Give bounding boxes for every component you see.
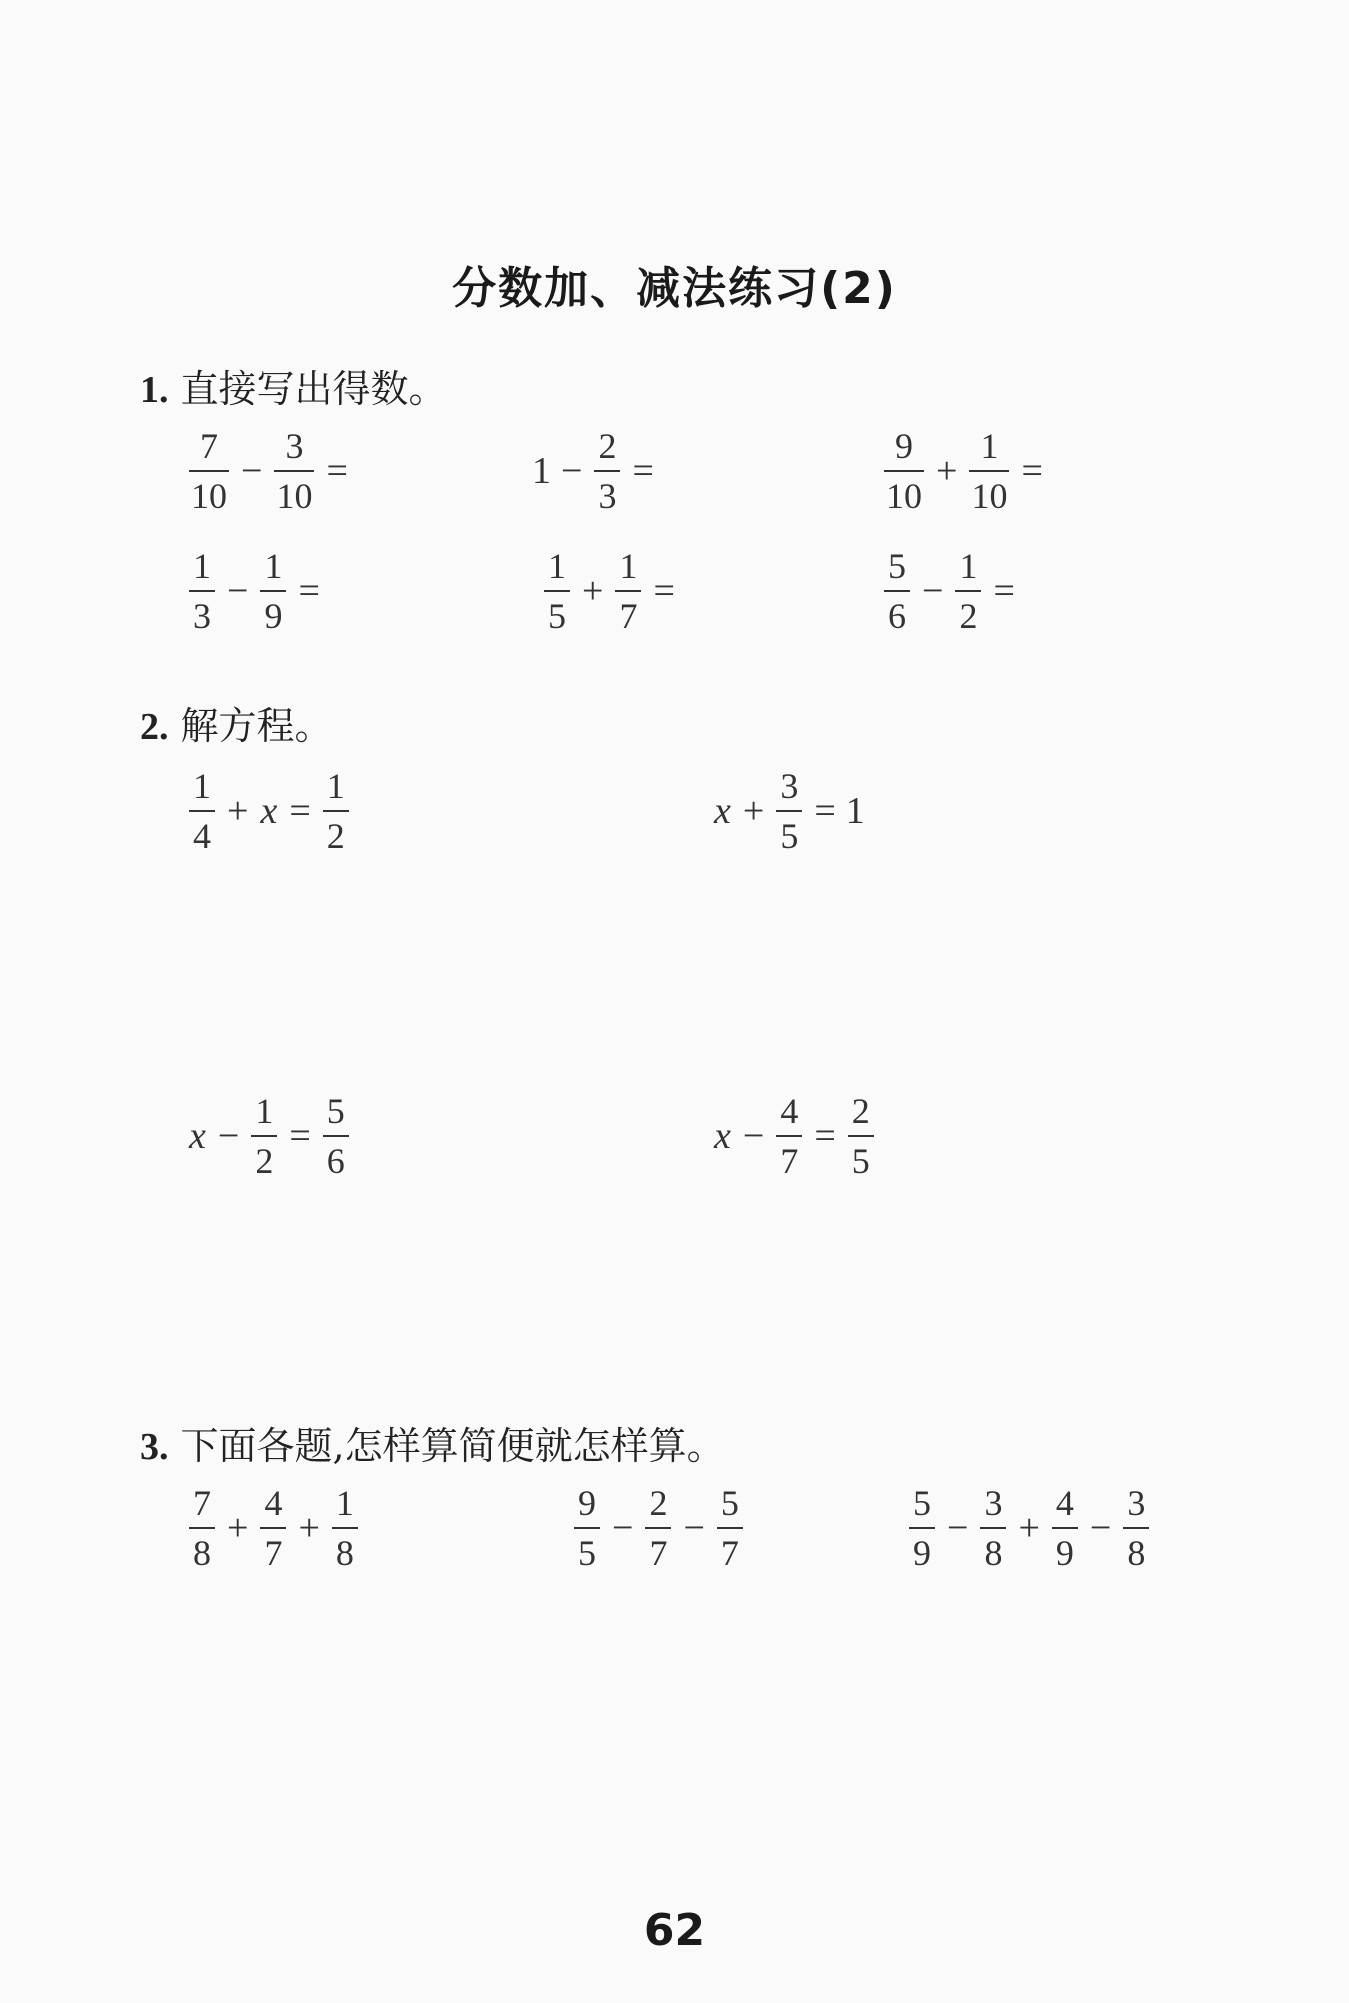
- fraction-bar: [260, 1527, 286, 1529]
- operator: +: [582, 570, 604, 612]
- fraction: [909, 1485, 935, 1571]
- numerator: 7: [200, 426, 218, 466]
- denominator: 7: [619, 596, 638, 636]
- section-title: 解方程。: [180, 704, 333, 748]
- fraction: [189, 428, 229, 514]
- operator: +: [1018, 1507, 1040, 1549]
- denominator: 5: [548, 596, 566, 636]
- numerator: 3: [984, 1483, 1003, 1523]
- operator: −: [561, 450, 583, 492]
- denominator: 8: [335, 1533, 354, 1573]
- operator: +: [936, 450, 958, 492]
- denominator: 9: [1055, 1533, 1074, 1573]
- equation-2-2: [710, 768, 867, 854]
- equation-2-3: [185, 1093, 353, 1179]
- numerator: 1: [193, 546, 211, 586]
- fraction-bar: [323, 1135, 349, 1137]
- fraction: [1123, 1485, 1149, 1571]
- fraction-bar: [189, 470, 229, 472]
- operator: +: [742, 790, 765, 832]
- denominator: 10: [886, 476, 922, 516]
- problem-1-1: [185, 428, 356, 514]
- numerator: 5: [913, 1483, 931, 1523]
- fraction-bar: [1052, 1527, 1078, 1529]
- numerator: 5: [888, 546, 906, 586]
- operator: +: [298, 1507, 320, 1549]
- fraction-bar: [909, 1527, 935, 1529]
- numerator: 3: [780, 766, 799, 806]
- numerator: 1: [980, 426, 999, 466]
- operator: =: [632, 450, 654, 492]
- fraction-bar: [323, 810, 349, 812]
- operator: −: [947, 1507, 969, 1549]
- fraction: [544, 548, 570, 634]
- section-title: 直接写出得数。: [180, 367, 447, 411]
- operator: −: [1089, 1507, 1112, 1549]
- fraction-bar: [189, 1527, 215, 1529]
- operator: −: [227, 570, 249, 612]
- fraction-bar: [251, 1135, 277, 1137]
- page-number: 62: [643, 1905, 706, 1956]
- equation-2-1: [185, 768, 353, 854]
- numerator: 5: [326, 1091, 345, 1131]
- numerator: 9: [578, 1483, 596, 1523]
- fraction-bar: [594, 470, 620, 472]
- fraction: [776, 768, 802, 854]
- operator: =: [814, 790, 836, 832]
- numerator: 1: [264, 546, 283, 586]
- numerator: 7: [193, 1483, 211, 1523]
- operator: −: [612, 1507, 634, 1549]
- fraction: [251, 1093, 277, 1179]
- operator: −: [217, 1115, 240, 1157]
- fraction: [274, 428, 314, 514]
- denominator: 8: [193, 1533, 211, 1573]
- integer: 1: [532, 450, 551, 492]
- denominator: 3: [193, 596, 211, 636]
- operator: =: [814, 1115, 836, 1157]
- denominator: 10: [276, 476, 313, 516]
- fraction-bar: [189, 810, 215, 812]
- page-title: 分数加、减法练习(2): [452, 263, 897, 314]
- operator: −: [922, 570, 944, 612]
- fraction: [645, 1485, 671, 1571]
- section-number: 3.: [140, 1426, 169, 1468]
- denominator: 5: [851, 1141, 870, 1181]
- fraction: [955, 548, 981, 634]
- operator: =: [289, 790, 311, 832]
- fraction: [980, 1485, 1006, 1571]
- fraction-bar: [776, 810, 802, 812]
- numerator: 4: [1055, 1483, 1074, 1523]
- numerator: 4: [780, 1091, 799, 1131]
- section-number: 1.: [140, 369, 169, 411]
- fraction: [323, 1093, 349, 1179]
- denominator: 3: [598, 476, 617, 516]
- operator: =: [1021, 450, 1043, 492]
- numerator: 1: [959, 546, 978, 586]
- operator: +: [227, 790, 249, 832]
- problem-1-4: [185, 548, 328, 634]
- denominator: 10: [971, 476, 1008, 516]
- section-2-heading: [140, 695, 333, 750]
- section-1-heading: [140, 358, 447, 413]
- numerator: 1: [255, 1091, 274, 1131]
- variable: x: [714, 1115, 731, 1157]
- operator: =: [993, 570, 1015, 612]
- numerator: 2: [649, 1483, 668, 1523]
- fraction: [574, 1485, 600, 1571]
- fraction-bar: [1123, 1527, 1149, 1529]
- operator: −: [742, 1115, 765, 1157]
- fraction: [776, 1093, 802, 1179]
- fraction: [189, 548, 215, 634]
- denominator: 6: [888, 596, 906, 636]
- denominator: 7: [780, 1141, 799, 1181]
- fraction-bar: [848, 1135, 874, 1137]
- denominator: 9: [913, 1533, 931, 1573]
- fraction: [594, 428, 620, 514]
- problem-1-6: [880, 548, 1023, 634]
- fraction-bar: [274, 470, 314, 472]
- fraction: [717, 1485, 743, 1571]
- numerator: 9: [895, 426, 913, 466]
- numerator: 1: [548, 546, 566, 586]
- operator: +: [227, 1507, 249, 1549]
- fraction-bar: [332, 1527, 358, 1529]
- fraction-bar: [955, 590, 981, 592]
- denominator: 7: [264, 1533, 283, 1573]
- denominator: 2: [255, 1141, 274, 1181]
- fraction: [189, 768, 215, 854]
- denominator: 7: [720, 1533, 739, 1573]
- fraction-bar: [884, 470, 924, 472]
- numerator: 3: [285, 426, 304, 466]
- denominator: 7: [649, 1533, 668, 1573]
- fraction-bar: [260, 590, 286, 592]
- fraction-bar: [884, 590, 910, 592]
- fraction: [969, 428, 1009, 514]
- denominator: 10: [191, 476, 227, 516]
- numerator: 1: [335, 1483, 354, 1523]
- numerator: 1: [326, 766, 345, 806]
- operator: =: [326, 450, 348, 492]
- numerator: 1: [619, 546, 638, 586]
- denominator: 8: [1127, 1533, 1146, 1573]
- denominator: 5: [780, 816, 799, 856]
- denominator: 4: [193, 816, 211, 856]
- problem-3-2: [570, 1485, 747, 1571]
- numerator: 1: [193, 766, 211, 806]
- operator: −: [683, 1507, 705, 1549]
- problem-1-3: [880, 428, 1051, 514]
- fraction-bar: [980, 1527, 1006, 1529]
- fraction-bar: [969, 470, 1009, 472]
- numerator: 3: [1127, 1483, 1146, 1523]
- variable: x: [189, 1115, 206, 1157]
- variable: x: [260, 790, 278, 832]
- operator: =: [289, 1115, 311, 1157]
- problem-3-3: [905, 1485, 1153, 1571]
- numerator: 2: [598, 426, 617, 466]
- fraction: [848, 1093, 874, 1179]
- fraction: [332, 1485, 358, 1571]
- denominator: 6: [326, 1141, 345, 1181]
- fraction: [884, 428, 924, 514]
- fraction-bar: [574, 1527, 600, 1529]
- section-number: 2.: [140, 706, 169, 748]
- operator: =: [298, 570, 320, 612]
- fraction: [260, 548, 286, 634]
- numerator: 5: [720, 1483, 739, 1523]
- fraction: [189, 1485, 215, 1571]
- denominator: 5: [578, 1533, 596, 1573]
- denominator: 2: [959, 596, 978, 636]
- fraction: [260, 1485, 286, 1571]
- problem-1-5: [540, 548, 683, 634]
- section-3-heading: [140, 1415, 725, 1470]
- fraction-bar: [717, 1527, 743, 1529]
- problem-3-1: [185, 1485, 362, 1571]
- fraction-bar: [615, 590, 641, 592]
- operator: −: [241, 450, 263, 492]
- numerator: 2: [851, 1091, 870, 1131]
- denominator: 9: [264, 596, 283, 636]
- fraction-bar: [645, 1527, 671, 1529]
- numerator: 4: [264, 1483, 283, 1523]
- fraction: [615, 548, 641, 634]
- fraction-bar: [776, 1135, 802, 1137]
- denominator: 8: [984, 1533, 1003, 1573]
- fraction: [884, 548, 910, 634]
- operator: =: [653, 570, 675, 612]
- integer: 1: [845, 790, 865, 832]
- fraction-bar: [544, 590, 570, 592]
- problem-1-2: [530, 428, 662, 514]
- section-title: 下面各题,怎样算简便就怎样算。: [180, 1424, 725, 1468]
- fraction: [1052, 1485, 1078, 1571]
- fraction: [323, 768, 349, 854]
- variable: x: [714, 790, 731, 832]
- fraction-bar: [189, 590, 215, 592]
- denominator: 2: [326, 816, 345, 856]
- equation-2-4: [710, 1093, 878, 1179]
